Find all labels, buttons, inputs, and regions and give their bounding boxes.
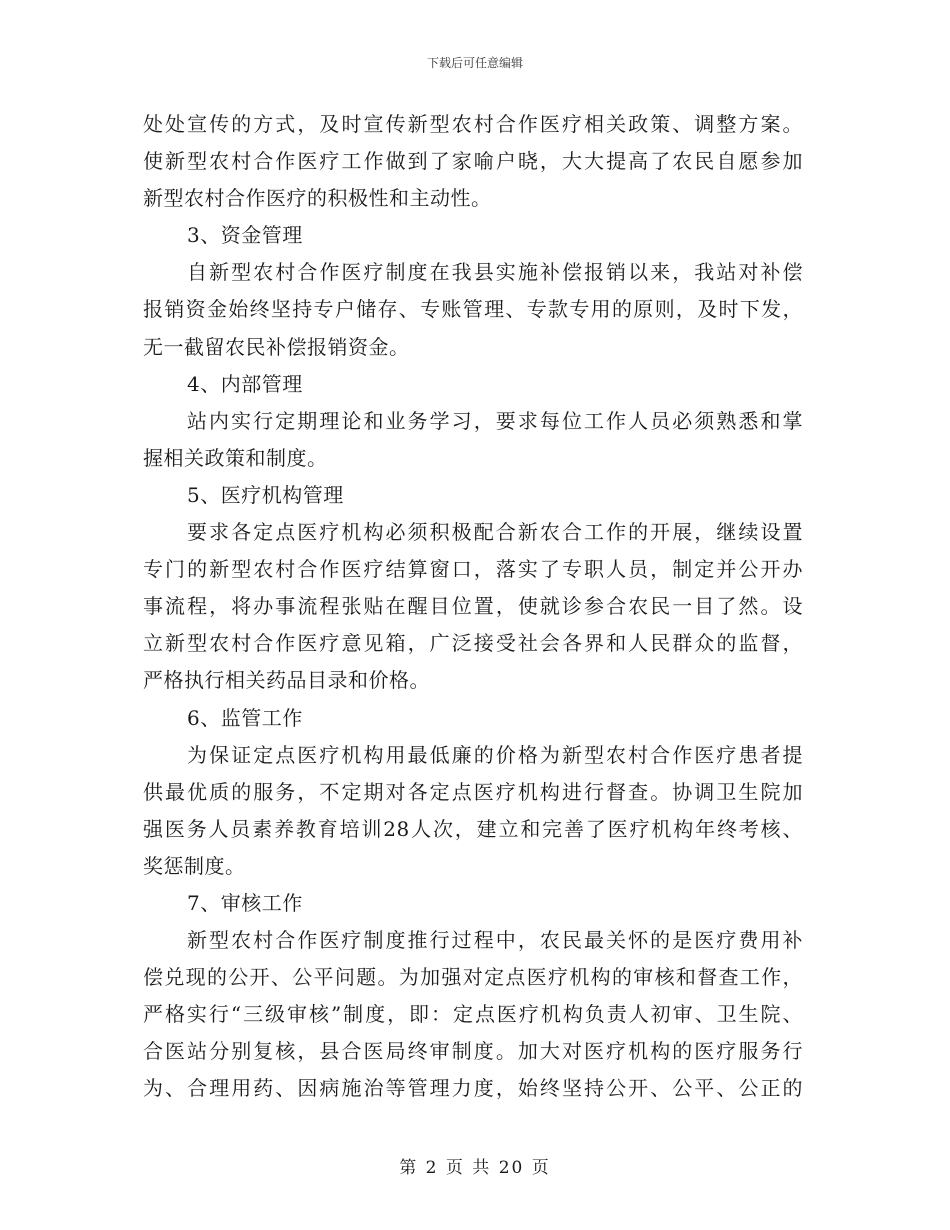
text-line: 严格实行“三级审核”制度，即：定点医疗机构负责人初审、卫生院、 bbox=[143, 1002, 803, 1027]
page-header: 下载后可任意编辑 bbox=[426, 56, 523, 70]
text-line: 使新型农村合作医疗工作做到了家喻户晓，大大提高了农民自愿参加 bbox=[143, 149, 803, 174]
text-line: 新型农村合作医疗的积极性和主动性。 bbox=[143, 186, 492, 211]
text-line: 7、审核工作 bbox=[187, 890, 303, 915]
text-line: 奖惩制度。 bbox=[143, 853, 246, 878]
text-line: 4、内部管理 bbox=[187, 371, 303, 396]
text-line: 为、合理用药、因病施治等管理力度，始终坚持公开、公平、公正的 bbox=[143, 1076, 803, 1101]
text-line: 站内实行定期理论和业务学习，要求每位工作人员必须熟悉和掌 bbox=[187, 408, 803, 433]
text-line: 3、资金管理 bbox=[187, 223, 303, 248]
text-line: 报销资金始终坚持专户储存、专账管理、专款专用的原则，及时下发， bbox=[143, 297, 803, 322]
text-line: 无一截留农民补偿报销资金。 bbox=[143, 334, 410, 359]
text-line: 专门的新型农村合作医疗结算窗口，落实了专职人员，制定并公开办 bbox=[143, 557, 803, 582]
document-body bbox=[143, 106, 803, 1108]
text-line: 严格执行相关药品目录和价格。 bbox=[143, 668, 430, 693]
text-line: 5、医疗机构管理 bbox=[187, 482, 344, 507]
text-line: 合医站分别复核，县合医局终审制度。加大对医疗机构的医疗服务行 bbox=[143, 1039, 803, 1064]
text-line: 自新型农村合作医疗制度在我县实施补偿报销以来，我站对补偿 bbox=[187, 260, 803, 285]
text-line: 要求各定点医疗机构必须积极配合新农合工作的开展，继续设置 bbox=[187, 520, 803, 545]
text-line: 事流程，将办事流程张贴在醒目位置，使就诊参合农民一目了然。设 bbox=[143, 594, 803, 619]
text-line: 供最优质的服务，不定期对各定点医疗机构进行督查。协调卫生院加 bbox=[143, 779, 803, 804]
text-line: 握相关政策和制度。 bbox=[143, 445, 328, 470]
text-line: 6、监管工作 bbox=[187, 705, 303, 730]
text-line: 强医务人员素养教育培训28人次，建立和完善了医疗机构年终考核、 bbox=[143, 816, 803, 841]
text-line: 偿兑现的公开、公平问题。为加强对定点医疗机构的审核和督查工作， bbox=[143, 965, 803, 990]
text-line: 处处宣传的方式，及时宣传新型农村合作医疗相关政策、调整方案。 bbox=[143, 112, 803, 136]
page-footer: 第 2 页 共 20 页 bbox=[399, 1158, 551, 1178]
text-line: 新型农村合作医疗制度推行过程中，农民最关怀的是医疗费用补 bbox=[187, 928, 803, 953]
text-line: 立新型农村合作医疗意见箱，广泛接受社会各界和人民群众的监督， bbox=[143, 631, 803, 656]
text-line: 为保证定点医疗机构用最低廉的价格为新型农村合作医疗患者提 bbox=[187, 742, 803, 767]
